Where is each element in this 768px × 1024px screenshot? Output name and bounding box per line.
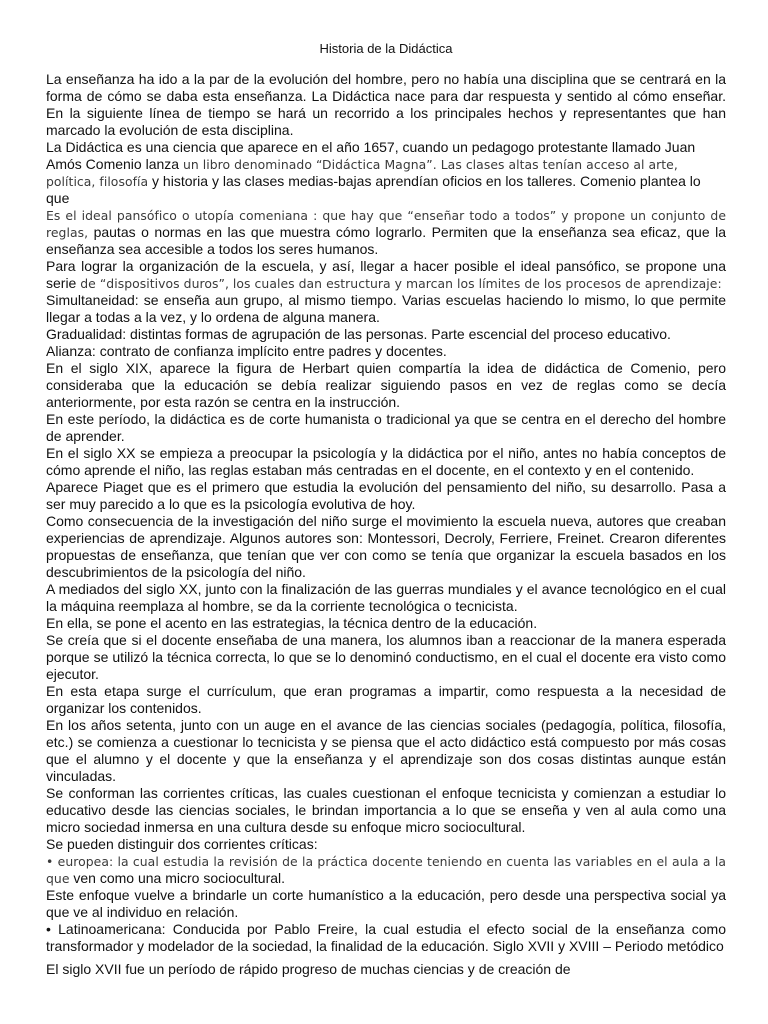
paragraph-comenio xyxy=(46,139,726,207)
paragraph-comenio-part-3: y historia y las clases medias-bajas aprendían oficios en los talleres. Comenio plantea lo que xyxy=(46,173,701,206)
paragraph-siglo-xvii: El siglo XVII fue un período de rápido progreso de muchas ciencias y de creación de xyxy=(46,961,571,977)
paragraph-setenta: En los años setenta, junto con un auge en el avance de las ciencias sociales (pedagogía, política, filosofía, etc.) se comienza a cuestionar lo tecnicista y se piensa que el acto didáctico está compuesto por más cosas que el alumno y el docente y que la enseñanza y el aprendizaje son dos cosas distintas aunque están vinculadas. xyxy=(46,717,726,784)
paragraph-estrategias: En ella, se pone el acento en las estrategias, la técnica dentro de la educación. xyxy=(46,615,538,631)
paragraph-europea-part-1: • europea: la cual estudia la revisión de la práctica docente teniendo en cuenta las variables en el aula a la que xyxy=(46,854,726,886)
paragraph-organizacion xyxy=(46,258,726,292)
paragraph-europea-part-2: ven como una micro sociocultural. xyxy=(73,870,286,886)
paragraph-conductismo: Se creía que si el docente enseñaba de una manera, los alumnos iban a reaccionar de la manera esperada porque se utilizó la técnica correcta, lo que se lo denominó conductismo, en el cual el docente era visto como ejecutor. xyxy=(46,632,726,682)
paragraph-tecnicista: A mediados del siglo XX, junto con la finalización de las guerras mundiales y el avance tecnológico en el cual la máquina reemplaza al hombre, se da la corriente tecnológica o tecnicista. xyxy=(46,581,726,614)
paragraph-intro: La enseñanza ha ido a la par de la evolución del hombre, pero no había una disciplina que se centrará en la forma de cómo se daba esta enseñanza. La Didáctica nace para dar respuesta y sentido al cómo enseñar. En la siguiente línea de tiempo se hará un recorrido a los principales hechos y representantes que han marcado la evolución de esta disciplina. xyxy=(46,71,726,138)
paragraph-corrientes-criticas: Se conforman las corrientes críticas, las cuales cuestionan el enfoque tecnicista y comienzan a estudiar lo educativo desde las ciencias sociales, le brindan importancia a lo que se enseña y ven al aula como una micro sociedad inmersa en una cultura desde su enfoque micro sociocultural. xyxy=(46,785,726,835)
paragraph-comenio-part-2: un libro denominado “Didáctica Magna”. Las clases altas tenían acceso al arte, política, filosofía xyxy=(46,157,678,189)
paragraph-siglo-xx: En el siglo XX se empieza a preocupar la psicología y la didáctica por el niño, antes no había conceptos de cómo aprende el niño, las reglas estaban más centradas en el docente, en el contexto y en el contenido. xyxy=(46,445,726,478)
paragraph-europea xyxy=(46,853,726,887)
paragraph-enfoque-humanistico: Este enfoque vuelve a brindarle un corte humanístico a la educación, pero desde una perspectiva social ya que ve al individuo en relación. xyxy=(46,887,726,920)
paragraph-comenio-part-1: La Didáctica es una ciencia que aparece en el año 1657, cuando un pedagogo protestante llamado Juan Amós Comenio lanza xyxy=(46,139,696,172)
paragraph-pansofico-part-1: Es el ideal pansófico o utopía comeniana : que hay que “enseñar todo a todos” y propone un conjunto de reglas, xyxy=(46,208,726,240)
paragraph-latinoamericana: • Latinoamericana: Conducida por Pablo Freire, la cual estudia el efecto social de la enseñanza como transformador y modelador de la sociedad, la finalidad de la educación. Siglo XVII y XVIII – Periodo metódico xyxy=(46,921,726,954)
paragraph-simultaneidad: Simultaneidad: se enseña aun grupo, al mismo tiempo. Varias escuelas haciendo lo mismo, lo que permite llegar a todas a la vez, y lo ordena de alguna manera. xyxy=(46,292,726,325)
paragraph-humanista: En este período, la didáctica es de corte humanista o tradicional ya que se centra en el derecho del hombre de aprender. xyxy=(46,411,726,444)
document-title: Historia de la Didáctica xyxy=(319,41,453,56)
paragraph-escuela-nueva: Como consecuencia de la investigación del niño surge el movimiento la escuela nueva, autores que creaban experiencias de aprendizaje. Algunos autores son: Montessori, Decroly, Ferriere, Freinet. Crearon diferentes propuestas de enseñanza, que tenían que ver con como se tenía que organizar la escuela basados en los descubrimientos de la psicología del niño. xyxy=(46,513,726,580)
paragraph-piaget: Aparece Piaget que es el primero que estudia la evolución del pensamiento del niño, su desarrollo. Pasa a ser muy parecido a lo que es la psicología evolutiva de hoy. xyxy=(46,479,726,512)
paragraph-organizacion-part-1: Para lograr la organización de la escuela, y así, llegar a hacer posible el ideal pansófico, se propone una serie xyxy=(46,258,726,291)
paragraph-pansofico-part-2: pautas o normas en las que muestra cómo lograrlo. Permiten que la enseñanza sea eficaz, que la enseñanza sea accesible a todos los seres humanos. xyxy=(46,224,726,257)
paragraph-pansofico xyxy=(46,207,726,258)
paragraph-herbart: En el siglo XIX, aparece la figura de Herbart quien compartía la idea de didáctica de Comenio, pero consideraba que la educación se debía realizar siguiendo pasos en vez de reglas como se decía anteriormente, por esta razón se centra en la instrucción. xyxy=(46,360,726,410)
paragraph-curriculum: En esta etapa surge el currículum, que eran programas a impartir, como respuesta a la necesidad de organizar los contenidos. xyxy=(46,683,726,716)
paragraph-alianza: Alianza: contrato de confianza implícito entre padres y docentes. xyxy=(46,343,447,359)
paragraph-organizacion-part-2: de “dispositivos duros”, los cuales dan estructura y marcan los límites de los procesos de aprendizaje: xyxy=(80,276,722,291)
paragraph-gradualidad: Gradualidad: distintas formas de agrupación de las personas. Parte escencial del proceso educativo. xyxy=(46,326,671,342)
paragraph-dos-corrientes: Se pueden distinguir dos corrientes críticas: xyxy=(46,836,318,852)
